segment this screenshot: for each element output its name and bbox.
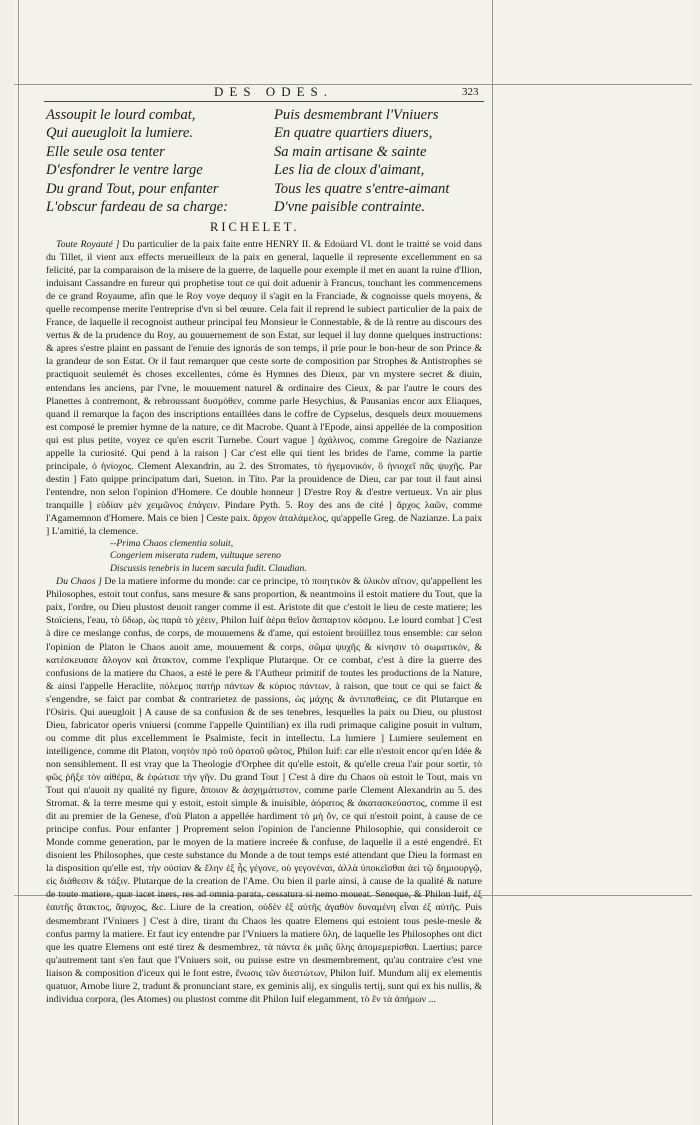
paragraph-text: De la matiere informe du monde: car ce principe, τὸ ποιητικὸν & ὑλικὸν αἴτιον, qu'appellent les Philosophes, estoit tout confus, sans mesure & sans proportion, & neantmoins il estoit matiere du Tout, que la paix, l'ordre, ou Dieu plustost deuoit ranger comme il est. Aristote dit que c'estoit le lieu de ceste matiere; les Stoïciens, l'eau, τὸ ὕδωρ, ὡς παρὰ τὸ χέειν, Philon Iuif ἀέρα θεῖον ἄσπαρτον κόσμου. Le lourd combat ] C'est à dire ce meslange confus, de corps, de mouuemens & d'ame, qui estoient broüillez tous ensemble: car selon l'opinion de Platon le Chaos auoit ame, mouuement & corps, σῶμα ψυχῆς & κίνησιν τὸ σωματικὸν, & κατέσκευασε ἄλογον καὶ ἄτακτον, comme l'explique Plutarque. Or ce combat, c'est à dire la guerre des confusions de la matiere du Chaos, a esté le pere & l'Autheur primitif de toutes les productions de la Nature, & ainsi l'appelle Heraclite, πόλεμος πατὴρ πάντων & κύριος πάντων, à raison, que tout ce qui se faict & s'engendre, se faict par combat & contrarietez de passions, ὡς μάχης & ἀντιπαθείας, ce dit Plutarque en l'Osiris. Qui aueugloit ] A cause de sa confusion & de ses tenebres, lesquelles la paix ou Dieu, ou plustost Dieu, fabricator operis vniuersi (comme l'appelle Quintilian) ex illa rudi primaque caligine posuit in vultum, ou comme dit plus excellemment le Psalmiste, fecit in intellectu. La lumiere ] Lumiere seulement en intelligence, comme dit Platon, νοητὸν πρὸ τοῦ ὁρατοῦ φῶτος, Philon Iuif: car elle n'estoit encor qu'en Idée & non sensiblement. Il est vray que la Theologie d'Orphee dit qu'elle estoit, & qu'elle creua l'air pour sortir, τὸ φῶς ῥῆξε τὸν αἰθέρα, & ἐφώτισε τὴν γῆν. Du grand Tout ] C'est à dire du Chaos où estoit le Tout, mais vn Tout qui n'auoit ny qualité ny figure, ἄποιον & ἀσχημάτιστον, comme parle Clement Alexandrin au 5. des Stromat. & la terre mesme qui y estoit, estoit simple & inuisible, ἀόρατος & ἀκατασκεύαστος, comme il est dit au premier de la Genese, d'où Platon a appellée hardiment τὸ μὴ ὄν, ce qui n'estoit point, à cause de ce principe confus. Pour enfanter ] Proprement selon l'opinion de l'ancienne Philosophie, qui consideroit ce Monde comme generation, par le moyen de la matiere increée & confuse, de laquelle il a esté engendré. Et disoient les Philosophes, que ceste substance du Monde a de tout temps esté attendant que Dieu la formast en la disposition qu'elle est, τὴν οὐσίαν & ἕλην ἐξ ἧς γέγονε, οὐ γεγονέναι, ἀλλὰ ὑποκεῖσθαι ἀεὶ τῷ δημιουργῷ, εἰς διάθεσιν & τάξιν. Plutarque de la creation de l'Ame. Ou bien il parle ainsi, à cause de la qualité & nature de toute matiere, quæ iacet iners, res ad omnia parata, cessatura si nemo moueat. Seneque, & Philon Iuif, ἐξ ἑαυτῆς ἄτακτος, ἄψυχος, &c. Liure de la creation, οὐδὲν ἐξ αὐτῆς ἀγαθὸν δυναμένη εἶναι ἐξ αὐτῆς. Puis desmembrant l'Vniuers ] C'est à dire, tirant du Chaos les quatre Elemens qui estoient tous pesle-mesle & confus parmy la matiere. Et faut icy entendre par l'Vniuers la matiere ὕλη, de laquelle les Philosophes ont dict que les quatre Elemens ont esté tirez & desmembrez, τὰ πάντα ἐκ μιᾶς ὕλης ἀπομεμερίσθαι. Laertius; parce qu'autrement tant s'en faut que l'Vniuers soit, ou puisse estre vn desmembrement, qu'au contraire c'est vne liaison & composition d'iceux qui le font estre, ἕνωσις τῶν διεστώτων, Philon Iuif. Mundum alij ex elementis quatuor, Arnobe liure 2, tradunt & pronunciant stare, ex geminis alij, ex singulis tertij, sunt qui ex his nullis, & individua corpora, (les Atomes) ou plustost comme dit Philon Iuif elegamment, τὸ ἓν τὰ ἀπήμων ... [46,576,482,1005]
verse-line: Elle seule osa tenter [46,143,165,160]
verse-line: D'esfondrer le ventre large [46,162,203,179]
verse-column-left [46,106,228,216]
verse-line: Du grand Tout, pour enfanter [46,180,219,197]
quote-line: Discussis tenebris in lucem sæcula fudit. Claudian. [110,562,307,574]
commentary-paragraph [46,238,482,538]
verse-line: L'obscur fardeau de sa charge: [46,199,229,216]
quote-line: Congeriem miserata rudem, vultuque sereno [110,550,281,562]
verse-line: Sa main artisane & sainte [274,143,427,160]
margin-rule-right [492,0,493,1125]
margin-rule-top [14,84,692,85]
verse-line: En quatre quartiers diuers, [274,125,433,142]
verse-line: Assoupit le lourd combat, [46,107,196,123]
commentary-body [46,238,482,1006]
paragraph-text: Du particulier de la paix faite entre HENRY II. & Edoüard VI. dont le traitté se void dans du Tillet, il vient aux effects merueilleux de la paix en general, laquelle il represente excellemment en sa felicité, par la comparaison de la misere de la guerre, de laquelle pour exemple il met en auant la ruine d'Ilion, induisant Cassandre en fureur qui prophetise tout ce qui doit aduenir à Francus, touchant les commencemens de ce grand Royaume, afin que le Roy voye dequoy il s'agit en la Franciade, & cognoisse quels moyens, & quelle recompense merite l'entreprise d'vn si bel œuure. Cela fait il reprend le subiect particulier de la paix de France, de laquelle il recognoist autheur principal feu Monsieur le Connestable, & de là rentre au discours des vertus & de la prudence du Roy, au gouuernement de son Estat, sur lequel il luy donne quelques instructions: & apres s'estre plaint en passant de l'enuie des ignorás de son temps, il prie pour le bon-heur de son Prince & la grandeur de son Estat. Or il faut remarquer que ceste sorte de composition par Strophes & Antistrophes se practiquoit seulemét ès choses excellentes, cóme ès Hymnes des Dieux, par vn mystere secret & diuin, entendans les anciens, par l'vne, le mouuement naturel & ordinaire des Cieux, & par l'autre le cours des Planettes à contremont, & rebroussant δυσμόθεν, comme parle Hesychius, & Pausanias encor aux Eliaques, quand il remarque la façon des inscriptions entaillées dans le coffre de Cypselus, desquels deux mouuemens est composé le premier hymne de la nature, ce dit Macrobe. Quant à l'Epode, ainsi appellée de la composition qui est plus petite, voyez ce qu'en escrit Turnebe. Court vague ] ἀχάλινος, comme Gregoire de Nazianze appelle la curiosité. Qui pend à la raison ] Car c'est elle qui tient les brides de l'ame, comme la partie principale, ὁ ἡνίοχος. Clement Alexandrin, au 2. des Stromates, τὸ ἡγεμονικόν, ὃ ἡνιοχεῖ πᾶς ψυχῆς. Par destin ] Fato quippe principatum dari, Sueton. in Tito. Par la prouidence de Dieu, car par tout il faut ainsi l'entendre, non selon l'opinion d'Homere. Ce double honneur ] D'estre Roy & d'estre vertueux. Vn air plus tranquille ] εὐδίαν μὲν χειμῶνος ἐπάγειν. Pindare Pyth. 5. Roy des ans de cité ] ἄρχος λαῶν, comme l'Agamemnon d'Homere. Mais ce bien ] Ceste paix. ἄρχον ἀταλάμελος, qu'appelle Greg. de Nazianze. La paix ] L'amitié, la clemence. [46,239,482,538]
lemma: Toute Royauté ] [56,239,120,250]
latin-quotation [110,538,482,575]
lemma: Du Chaos ] [56,576,102,588]
running-head: DES ODES. [214,84,334,99]
header-rule [44,101,484,102]
verse-line: Puis desmembrant l'Vniuers [274,107,439,123]
verse-column-right [274,106,449,216]
quote-line: --Prima Chaos clementia soluit, [110,538,234,550]
commentary-title: RICHELET. [210,220,300,234]
commentary-paragraph [46,575,482,1006]
verse-line: Les lia de cloux d'aimant, [274,162,425,179]
verse-line: Tous les quatre s'entre-aimant [274,180,450,197]
verse-line: Qui aueugloit la lumiere. [46,125,193,142]
verse-line: D'vne paisible contrainte. [274,199,426,216]
margin-rule-left [18,0,19,1125]
page-number: 323 [462,86,479,98]
